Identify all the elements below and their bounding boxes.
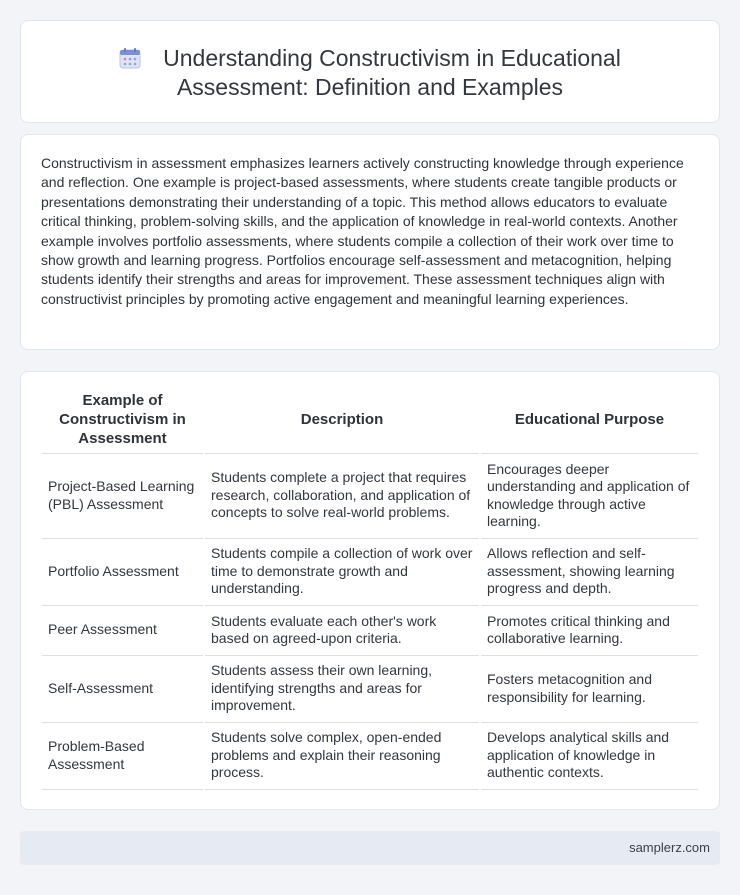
cell-description: Students complete a project that requires research, collaboration, and application of concepts to solve real-world problems. [204, 453, 480, 538]
cell-example: Self-Assessment [42, 655, 204, 722]
intro-paragraph: Constructivism in assessment emphasizes learners actively constructing knowledge through experience and reflection. One example is project-based assessments, where students create tangible products or presentations demonstrating their understanding of a topic. This method allows educators to evaluate critical thinking, problem-solving skills, and the application of knowledge in real-world contexts. Another example involves portfolio assessments, where students compile a collection of their work over time to show growth and learning progress. Portfolios encourage self-assessment and metacognition, helping students identify their strengths and areas for improvement. These assessment techniques align with constructivist principles by promoting active engagement and meaningful learning experiences. [41, 155, 684, 307]
footer-site-link[interactable]: samplerz.com [629, 840, 710, 855]
table-row [42, 605, 698, 655]
title-card [20, 20, 720, 123]
cell-description: Students solve complex, open-ended problems and explain their reasoning process. [204, 722, 480, 789]
cell-description: Students evaluate each other's work based on agreed-upon criteria. [204, 605, 480, 655]
examples-table [42, 387, 698, 790]
page-title-line-1 [21, 44, 719, 73]
cell-example: Project-Based Learning (PBL) Assessment [42, 453, 204, 538]
table-row [42, 538, 698, 605]
cell-purpose: Develops analytical skills and application of knowledge in authentic contexts. [480, 722, 698, 789]
footer-bar [20, 831, 720, 865]
cell-description: Students compile a collection of work over time to demonstrate growth and understanding. [204, 538, 480, 605]
table-row [42, 453, 698, 538]
cell-purpose: Encourages deeper understanding and application of knowledge through active learning. [480, 453, 698, 538]
header-example: Example of Constructivism in Assessment [42, 387, 204, 453]
cell-purpose: Fosters metacognition and responsibility for learning. [480, 655, 698, 722]
table-row [42, 655, 698, 722]
cell-example: Problem-Based Assessment [42, 722, 204, 789]
intro-card [20, 134, 720, 350]
cell-purpose: Promotes critical thinking and collaborative learning. [480, 605, 698, 655]
cell-purpose: Allows reflection and self-assessment, showing learning progress and depth. [480, 538, 698, 605]
cell-description: Students assess their own learning, identifying strengths and areas for improvement. [204, 655, 480, 722]
page-title-line-2: Assessment: Definition and Examples [176, 74, 564, 100]
table-header-row [42, 387, 698, 453]
header-purpose: Educational Purpose [480, 387, 698, 453]
page-title-text-1: Understanding Constructivism in Educational [163, 45, 621, 71]
table-card [20, 371, 720, 810]
table-row [42, 722, 698, 789]
calendar-icon [119, 47, 141, 69]
header-description: Description [204, 387, 480, 453]
cell-example: Portfolio Assessment [42, 538, 204, 605]
page-title [21, 44, 719, 102]
cell-example: Peer Assessment [42, 605, 204, 655]
